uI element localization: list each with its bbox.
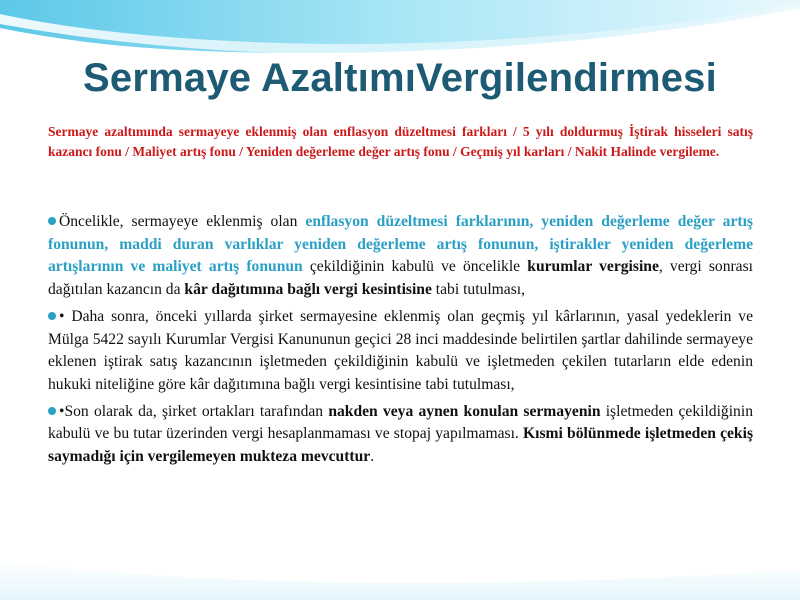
bold-text: kâr dağıtımına bağlı vergi kesintisine — [184, 281, 432, 299]
highlight-text: enflasyon düzeltmesi farklarının, yeniden değerleme değer artış fonunun, maddi duran varlıklar yeniden değerleme artış fonunun, iştirakler yeniden değerleme artışlarının ve maliyet artış fonunun — [48, 213, 753, 276]
page-title: Sermaye AzaltımıVergilendirmesi — [83, 56, 717, 100]
bold-text: nakden veya aynen konulan sermayenin — [328, 402, 601, 420]
bullet-dot-icon — [48, 407, 56, 415]
bullet-dot-icon — [48, 312, 56, 320]
bullet-list — [48, 211, 753, 473]
bullet-item-1: Öncelikle, sermayeye eklenmiş olan enflasyon düzeltmesi farklarının, yeniden değerleme değer artış fonunun, maddi duran varlıklar yeniden değerleme artış fonunun, iştirakler yeniden değerleme artışlarının ve maliyet artış fonunun çekildiğinin kabulü ve öncelikle kurumlar vergisine, vergi sonrası dağıtılan kazancın da kâr dağıtımına bağlı vergi kesintisine tabi tutulması, — [48, 213, 754, 299]
bold-text: kurumlar vergisine — [527, 258, 659, 276]
bold-text: Kısmi bölünmede işletmeden çekiş saymadığı için vergilemeyen mukteza mevcuttur — [48, 425, 754, 466]
wave-bottom — [0, 560, 800, 600]
bullet-dot-icon — [48, 217, 56, 225]
bullet-item-3: •Son olarak da, şirket ortakları tarafından nakden veya aynen konulan sermayenin işletmeden çekildiğinin kabulü ve bu tutar üzerinden vergi hesaplanmaması ve stopaj yapılmaması. Kısmi bölünmede işletmeden çekiş saymadığı için vergilemeyen mukteza mevcuttur. — [48, 402, 754, 466]
bullet-item-2: • Daha sonra, önceki yıllarda şirket sermayesine eklenmiş olan geçmiş yıl kârlarının, yasal yedeklerin ve Mülga 5422 sayılı Kurumlar Vergisi Kanununun geçici 28 inci maddesinde belirtilen şartlar dahilinde sermayeye eklenen iştirak satış kazancının işletmeden çekildiğinin kabulü ve işletmeden çekilen tutarların elde edenin hukuki niteliğine göre kâr dağıtımına bağlı vergi kesintisine tabi tutulması, — [48, 307, 753, 393]
intro-paragraph: Sermaye azaltımında sermayeye eklenmiş olan enflasyon düzeltmesi farkları / 5 yılı doldurmuş İştirak hisseleri satış kazancı fonu / Maliyet artış fonu / Yeniden değerleme değer artış fonu / Geçmiş yıl karları / Nakit Halinde vergileme. — [48, 124, 753, 159]
